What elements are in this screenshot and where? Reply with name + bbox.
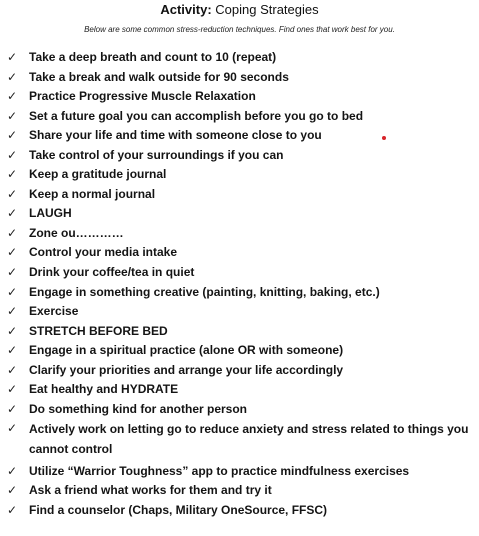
list-item xyxy=(7,265,475,280)
check-mark-icon: ✓ xyxy=(7,463,18,478)
check-mark-icon: ✓ xyxy=(7,503,18,518)
check-mark-icon: ✓ xyxy=(7,362,18,377)
list-item-text: Clarify your priorities and arrange your life accordingly xyxy=(29,362,344,377)
check-mark-icon: ✓ xyxy=(7,343,18,358)
list-item xyxy=(7,50,475,65)
list-item-text: STRETCH BEFORE BED xyxy=(29,323,168,338)
check-mark-icon: ✓ xyxy=(7,89,18,104)
list-item xyxy=(7,206,475,221)
list-item xyxy=(7,226,475,241)
list-item-text: Engage in something creative (painting, knitting, baking, etc.) xyxy=(29,284,380,299)
list-item-text: Control your media intake xyxy=(29,245,178,260)
list-item-text: Take control of your surroundings if you can xyxy=(29,147,284,162)
check-mark-icon: ✓ xyxy=(7,50,18,64)
list-item xyxy=(7,421,475,459)
list-item-text: Utilize “Warrior Toughness” app to practice mindfulness exercises xyxy=(29,463,410,478)
check-mark-icon: ✓ xyxy=(7,128,18,143)
check-mark-icon: ✓ xyxy=(7,483,18,498)
list-item xyxy=(7,343,475,358)
check-mark-icon: ✓ xyxy=(7,167,18,182)
list-item xyxy=(7,402,475,417)
check-mark-icon: ✓ xyxy=(7,323,18,338)
list-item-text: Zone ou………… xyxy=(29,225,124,240)
page-subtitle: Below are some common stress-reduction techniques. Find ones that work best for you. xyxy=(84,25,395,34)
list-item-text: Drink your coffee/tea in quiet xyxy=(29,265,195,280)
list-item-text: Keep a normal journal xyxy=(29,186,156,201)
list-item-text: LAUGH xyxy=(29,206,72,221)
list-item-text: Share your life and time with someone close to you xyxy=(29,128,322,143)
list-item xyxy=(7,464,475,479)
list-item xyxy=(7,89,475,104)
list-item xyxy=(7,363,475,378)
title-prefix: Activity: xyxy=(160,2,212,17)
list-item-text: Take a deep breath and count to 10 (repeat) xyxy=(29,50,277,64)
list-item-text: Practice Progressive Muscle Relaxation xyxy=(29,89,256,104)
check-mark-icon: ✓ xyxy=(7,421,18,436)
check-mark-icon: ✓ xyxy=(7,382,18,397)
check-mark-icon: ✓ xyxy=(7,245,18,260)
red-dot-mark xyxy=(382,136,386,140)
list-item xyxy=(7,285,475,300)
list-item-text: Ask a friend what works for them and try it xyxy=(29,483,272,498)
list-item-text: Do something kind for another person xyxy=(29,401,248,416)
list-item-text: Take a break and walk outside for 90 seconds xyxy=(29,69,289,84)
list-item xyxy=(7,245,475,260)
check-mark-icon: ✓ xyxy=(7,401,18,416)
page-title xyxy=(0,2,479,17)
check-mark-icon: ✓ xyxy=(7,206,18,221)
check-mark-icon: ✓ xyxy=(7,69,18,84)
list-item-text: Eat healthy and HYDRATE xyxy=(29,382,179,397)
list-item-text: Keep a gratitude journal xyxy=(29,167,167,182)
list-item xyxy=(7,304,475,319)
coping-strategies-list xyxy=(7,50,475,523)
check-mark-icon: ✓ xyxy=(7,284,18,299)
check-mark-icon: ✓ xyxy=(7,265,18,280)
list-item-text: Exercise xyxy=(29,304,79,319)
list-item xyxy=(7,128,475,143)
list-item xyxy=(7,167,475,182)
list-item-text: Actively work on letting go to reduce anxiety and stress related to things you cannot control xyxy=(29,422,469,457)
title-text: Coping Strategies xyxy=(215,2,319,17)
check-mark-icon: ✓ xyxy=(7,304,18,319)
list-item xyxy=(7,148,475,163)
list-item xyxy=(7,70,475,85)
check-mark-icon: ✓ xyxy=(7,147,18,162)
list-item xyxy=(7,382,475,397)
list-item-text: Set a future goal you can accomplish before you go to bed xyxy=(29,108,364,123)
list-item xyxy=(7,503,475,518)
list-item-text: Find a counselor (Chaps, Military OneSource, FFSC) xyxy=(29,503,328,518)
check-mark-icon: ✓ xyxy=(7,108,18,123)
list-item xyxy=(7,324,475,339)
list-item xyxy=(7,109,475,124)
check-mark-icon: ✓ xyxy=(7,186,18,201)
check-mark-icon: ✓ xyxy=(7,225,18,240)
list-item xyxy=(7,187,475,202)
list-item xyxy=(7,483,475,498)
list-item-text: Engage in a spiritual practice (alone OR with someone) xyxy=(29,343,344,358)
